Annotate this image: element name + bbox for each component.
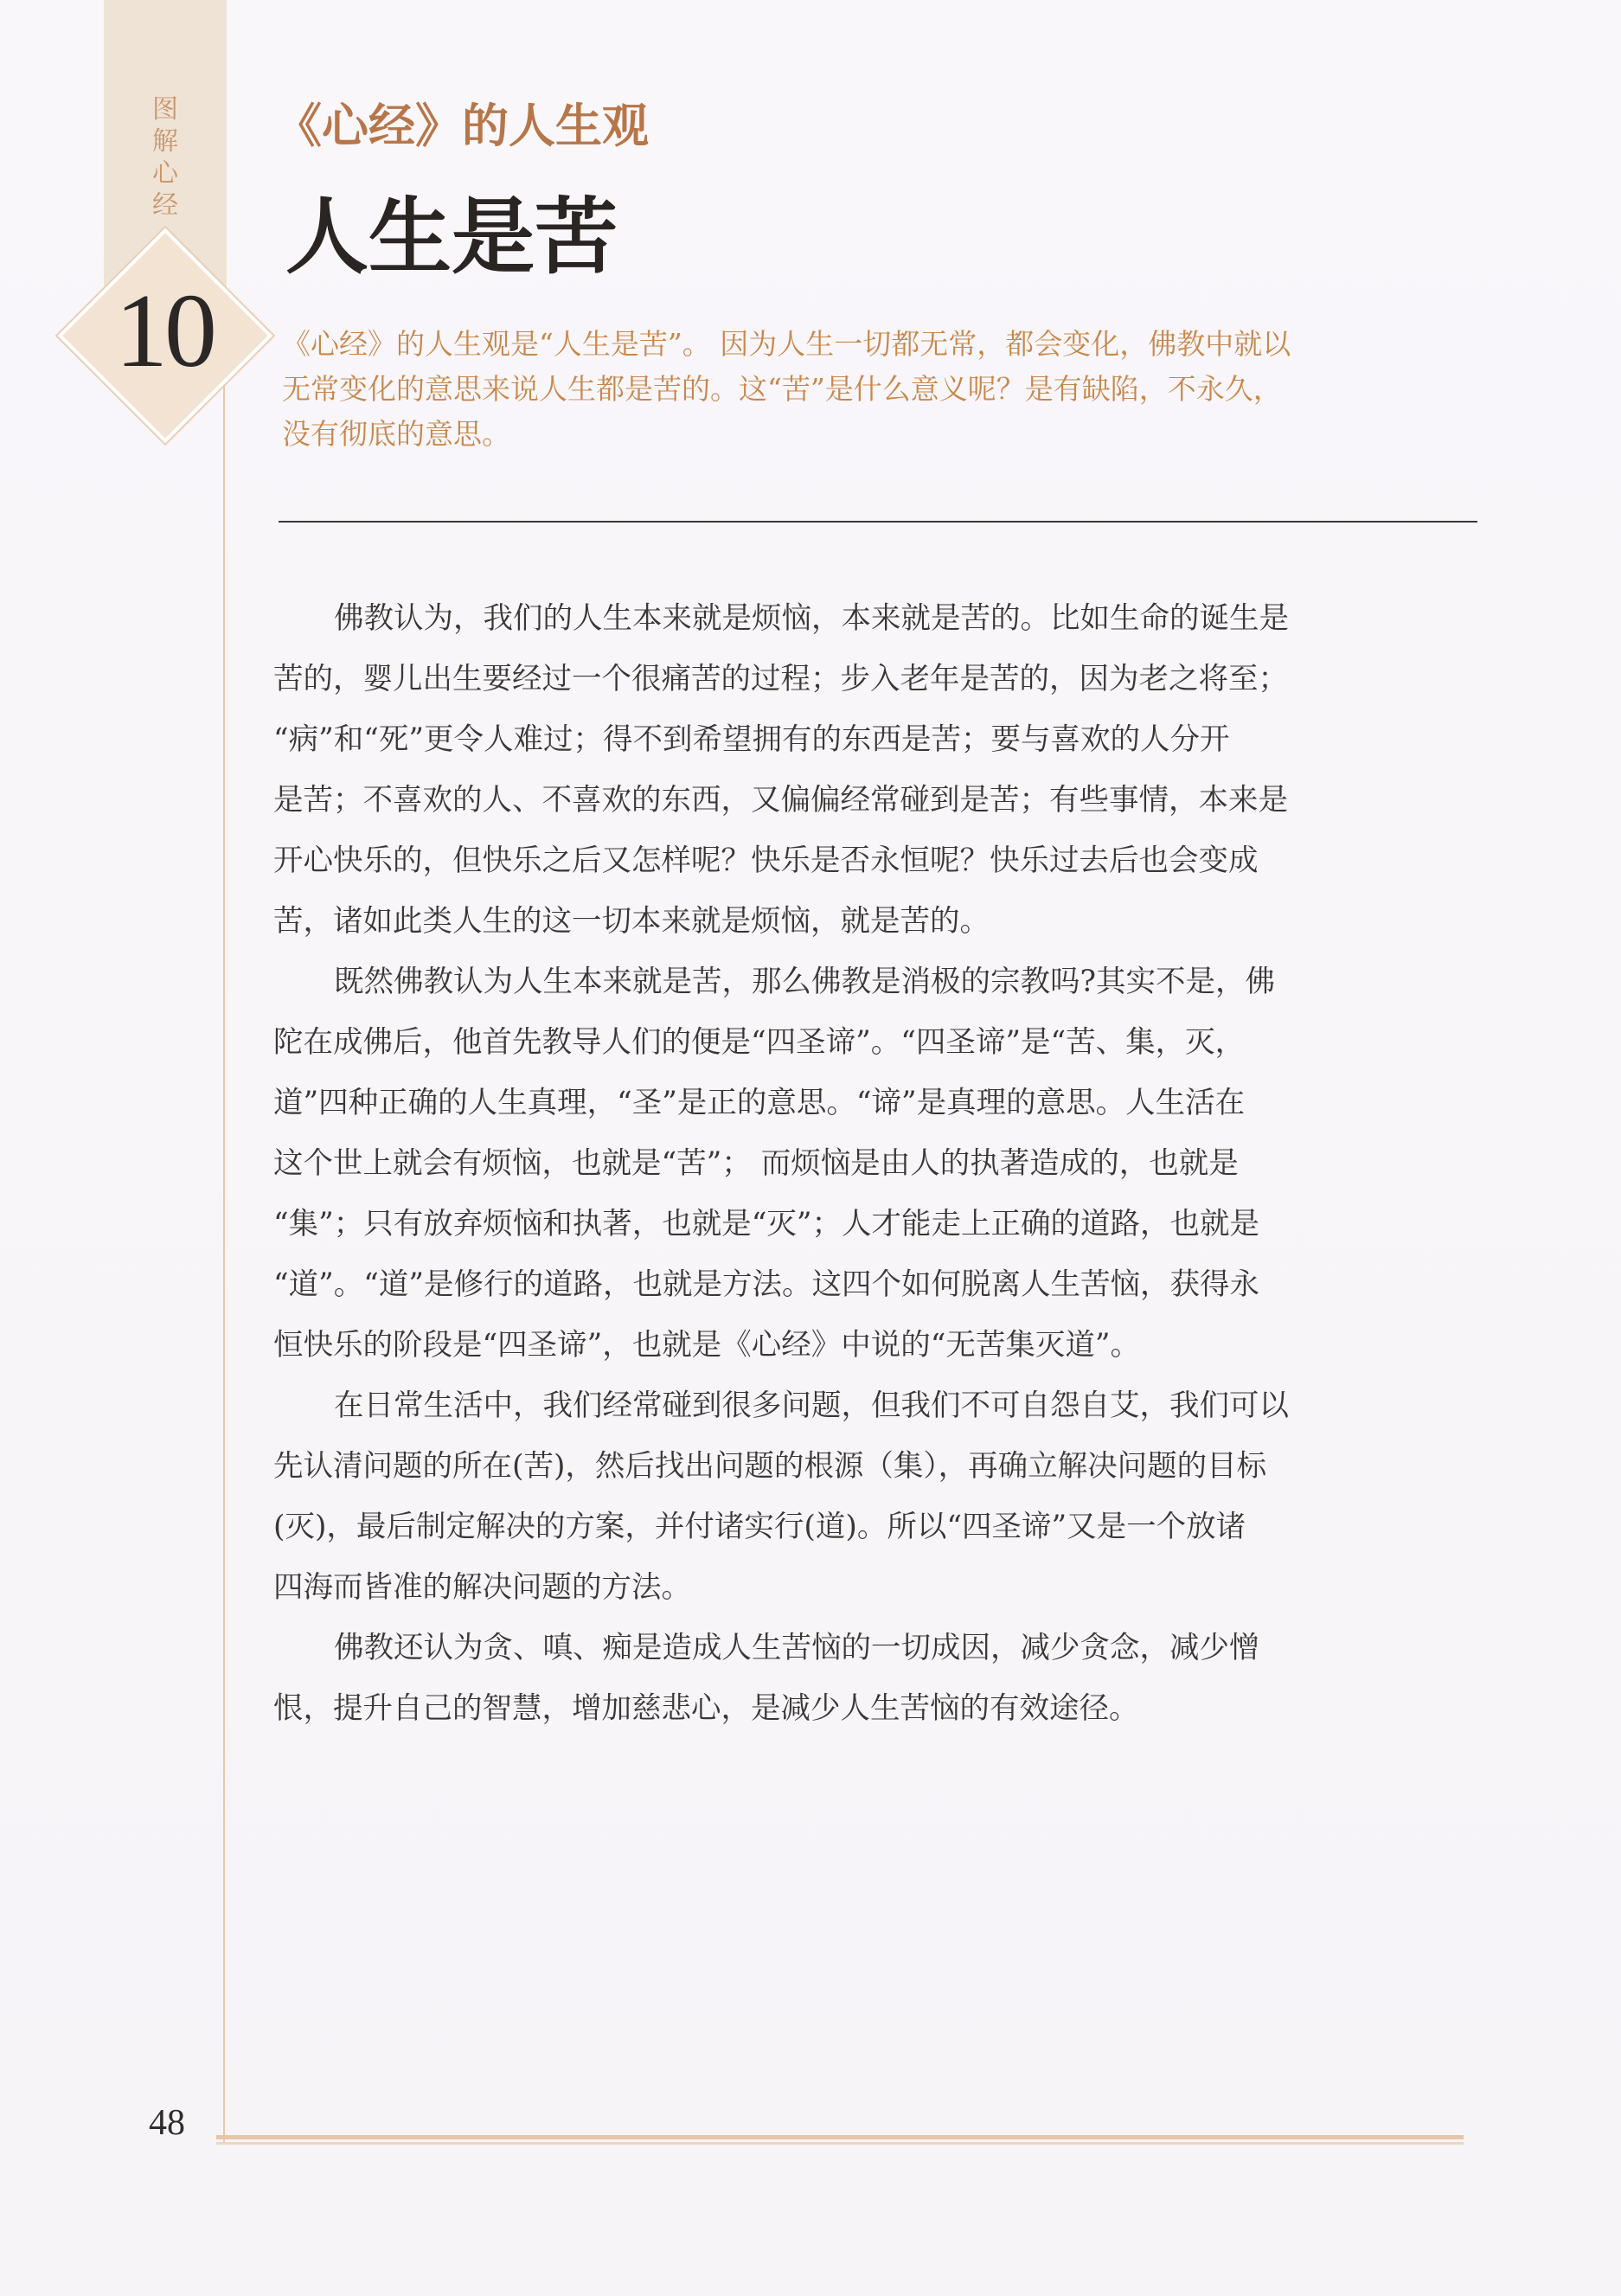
body-line: 佛教还认为贪、嗔、痴是造成人生苦恼的一切成因，减少贪念，减少憎: [334, 1631, 1259, 1665]
body-line: 是苦；不喜欢的人、不喜欢的东西，又偏偏经常碰到是苦；有些事情，本来是: [273, 783, 1288, 818]
body-line: 既然佛教认为人生本来就是苦，那么佛教是消极的宗教吗?其实不是，佛: [334, 965, 1275, 999]
body-line: 这个世上就会有烦恼，也就是“苦”； 而烦恼是由人的执著造成的，也就是: [273, 1146, 1239, 1181]
footer-rule: [216, 2135, 1464, 2139]
page-title: 人生是苦: [285, 188, 618, 285]
body-line: 道”四种正确的人生真理，“圣”是正的意思。“谛”是真理的意思。人生活在: [273, 1086, 1246, 1120]
body-line: 苦，诸如此类人生的这一切本来就是烦恼，就是苦的。: [273, 904, 990, 939]
page-number: 48: [149, 2103, 185, 2143]
body-line: (灭)，最后制定解决的方案，并付诸实行(道)。所以“四圣谛”又是一个放诸: [273, 1510, 1246, 1544]
intro-line: 没有彻底的意思。: [282, 417, 510, 451]
intro-line: 无常变化的意思来说人生都是苦的。这“苦”是什么意义呢？是有缺陷，不永久，: [282, 372, 1282, 406]
series-char: 心: [152, 158, 178, 189]
body-text: [273, 588, 1476, 1739]
body-line: 陀在成佛后，他首先教导人们的便是“四圣谛”。“四圣谛”是“苦、集，灭，: [273, 1025, 1246, 1060]
body-line: “集”；只有放弃烦恼和执著，也就是“灭”；人才能走上正确的道路，也就是: [273, 1207, 1260, 1241]
intro-summary: [282, 322, 1484, 457]
footer-rule-secondary: [216, 2142, 1464, 2145]
intro-line: 《心经》的人生观是“人生是苦”。 因为人生一切都无常，都会变化，佛教中就以: [282, 327, 1291, 361]
chapter-number: 10: [115, 273, 214, 389]
body-line: “道”。“道”是修行的道路，也就是方法。这四个如何脱离人生苦恼，获得永: [273, 1267, 1260, 1302]
body-line: 开心快乐的，但快乐之后又怎样呢？快乐是否永恒呢？快乐过去后也会变成: [273, 843, 1259, 878]
series-char: 图: [152, 94, 178, 125]
body-line: 恒快乐的阶段是“四圣谛”，也就是《心经》中说的“无苦集灭道”。: [273, 1328, 1141, 1363]
sidebar-vertical-rule: [223, 344, 225, 2142]
body-line: 恨，提升自己的智慧，增加慈悲心，是减少人生苦恼的有效途径。: [273, 1691, 1139, 1726]
section-subtitle: 《心经》的人生观: [275, 98, 649, 153]
body-line: 在日常生活中，我们经常碰到很多问题，但我们不可自怨自艾，我们可以: [334, 1389, 1289, 1423]
body-line: 先认清问题的所在(苦)，然后找出问题的根源（集），再确立解决问题的目标: [273, 1449, 1267, 1484]
body-line: 四海而皆准的解决问题的方法。: [273, 1570, 691, 1605]
series-char: 解: [152, 126, 178, 157]
series-label: [104, 93, 227, 221]
body-line: 佛教认为，我们的人生本来就是烦恼，本来就是苦的。比如生命的诞生是: [334, 601, 1289, 636]
body-line: 苦的，婴儿出生要经过一个很痛苦的过程；步入老年是苦的，因为老之将至；: [273, 662, 1288, 696]
header-divider: [279, 521, 1477, 523]
series-char: 经: [152, 190, 178, 221]
body-line: “病”和“死”更令人难过；得不到希望拥有的东西是苦；要与喜欢的人分开: [273, 722, 1230, 757]
